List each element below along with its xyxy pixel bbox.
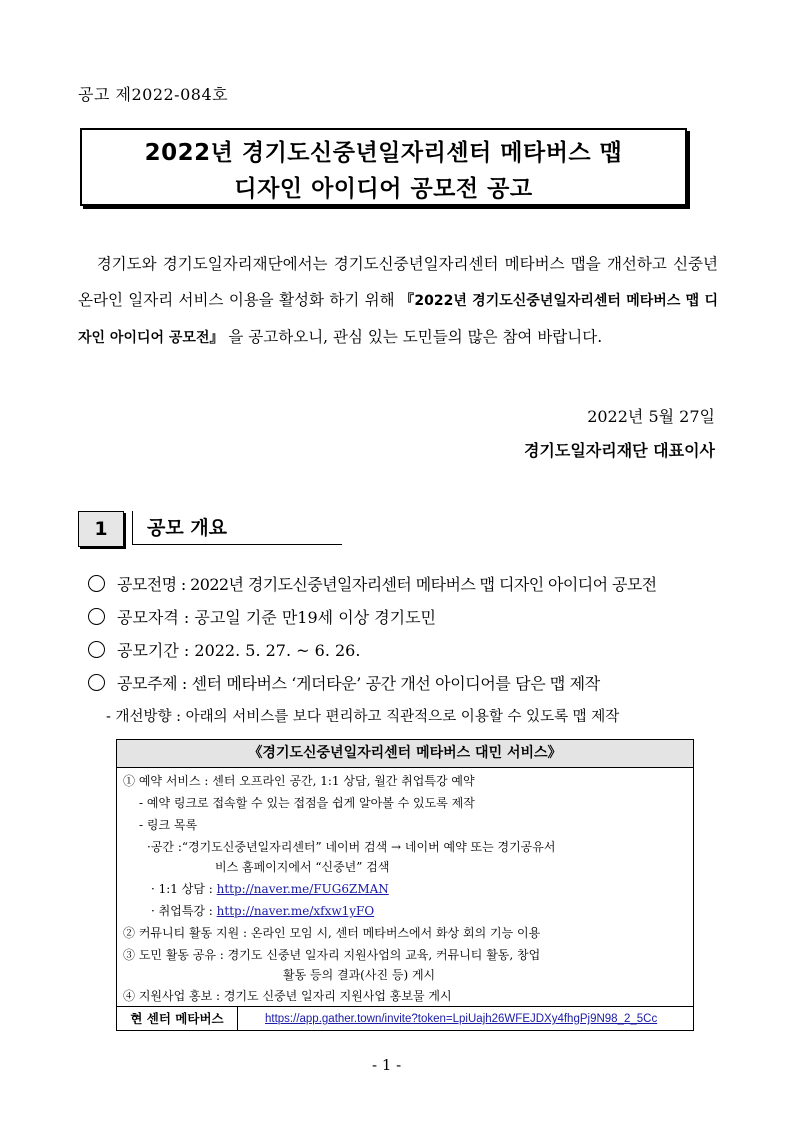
- overview-item: [88, 605, 436, 628]
- intro-text-2: 을 공고하오니, 관심 있는 도민들의 많은 참여 바랍니다.: [228, 328, 603, 346]
- intro-contest-name: 『2022년 경기도신중년일자리센터 메타버스 맵 디자인 아이디어 공모전』: [78, 293, 718, 346]
- services-header: 《경기도신중년일자리센터 메타버스 대민 서비스》: [117, 740, 693, 768]
- overview-item: [88, 671, 600, 694]
- intro-paragraph: [78, 246, 718, 356]
- lecture-url[interactable]: http://naver.me/xfxw1yFO: [216, 904, 375, 918]
- notice-date: 2022년 5월 27일: [587, 407, 715, 426]
- service-reservation-note: - 예약 링크로 접속할 수 있는 접점을 쉽게 알아볼 수 있도록 제작: [139, 796, 475, 810]
- circle-bullet-icon: [88, 608, 105, 625]
- service-community: ② 커뮤니티 활동 지원 : 온라인 모임 시, 센터 메타버스에서 화상 회의 기능 이용: [123, 926, 541, 940]
- current-metaverse-label: 현 센터 메타버스: [117, 1007, 238, 1031]
- title-line-1: 2022년 경기도신중년일자리센터 메타버스 맵: [144, 140, 623, 166]
- overview-theme: 공모주제 : 센터 메타버스 ‘게더타운’ 공간 개선 아이디어를 담은 맵 제작: [117, 674, 600, 693]
- overview-item: [88, 638, 360, 661]
- title-box: [80, 128, 687, 206]
- improvement-direction: - 개선방향 : 아래의 서비스를 보다 편리하고 직관적으로 이용할 수 있도록 맵 제작: [106, 709, 620, 725]
- service-promotion: ④ 지원사업 홍보 : 경기도 신중년 일자리 지원사업 홍보물 게시: [123, 989, 452, 1003]
- section-number: 1: [78, 511, 124, 547]
- intro-text-1: 경기도와 경기도일자리재단에서는 경기도신중년일자리센터 메타버스 맵을 개선하고 신중년 온라인 일자리 서비스 이용을 활성화 하기 위해: [78, 255, 719, 309]
- counsel-url[interactable]: http://naver.me/FUG6ZMAN: [216, 882, 389, 896]
- issuer: 경기도일자리재단 대표이사: [523, 441, 715, 460]
- circle-bullet-icon: [88, 641, 105, 658]
- overview-item: [88, 572, 657, 595]
- service-reservation: ① 예약 서비스 : 센터 오프라인 공간, 1:1 상담, 월간 취업특강 예약: [123, 774, 475, 788]
- title-line-2: 디자인 아이디어 공모전 공고: [234, 176, 533, 202]
- circle-bullet-icon: [88, 575, 105, 592]
- service-link-list: - 링크 목록: [139, 818, 198, 832]
- overview-period: 공모기간 : 2022. 5. 27. ~ 6. 26.: [117, 641, 361, 660]
- service-counsel-link: · 1:1 상담 : http://naver.me/FUG6ZMAN: [151, 882, 389, 896]
- service-sharing-cont: 활동 등의 결과(사진 등) 게시: [283, 968, 436, 982]
- section-title: 공모 개요: [132, 511, 342, 545]
- services-box: [116, 739, 694, 1031]
- notice-number: 공고 제2022-084호: [78, 85, 229, 104]
- service-sharing: ③ 도민 활동 공유 : 경기도 신중년 일자리 지원사업의 교육, 커뮤니티 활동, 창업: [123, 948, 541, 962]
- metaverse-url[interactable]: https://app.gather.town/invite?token=LpiUajh26WFEJDXy4fhgPj9N98_2_5Cc: [265, 1013, 658, 1025]
- page-number: - 1 -: [372, 1056, 402, 1074]
- service-space-link-cont: 비스 홈페이지에서 “신중년” 검색: [215, 860, 390, 874]
- service-space-link: ·공간 :“경기도신중년일자리센터” 네이버 검색 → 네이버 예약 또는 경기공유서: [147, 840, 556, 854]
- circle-bullet-icon: [88, 674, 105, 691]
- overview-name: 공모전명 : 2022년 경기도신중년일자리센터 메타버스 맵 디자인 아이디어 공모전: [117, 575, 657, 594]
- service-lecture-link: · 취업특강 : http://naver.me/xfxw1yFO: [151, 904, 375, 918]
- services-footer: [117, 1006, 693, 1031]
- overview-eligibility: 공모자격 : 공고일 기준 만19세 이상 경기도민: [117, 608, 437, 627]
